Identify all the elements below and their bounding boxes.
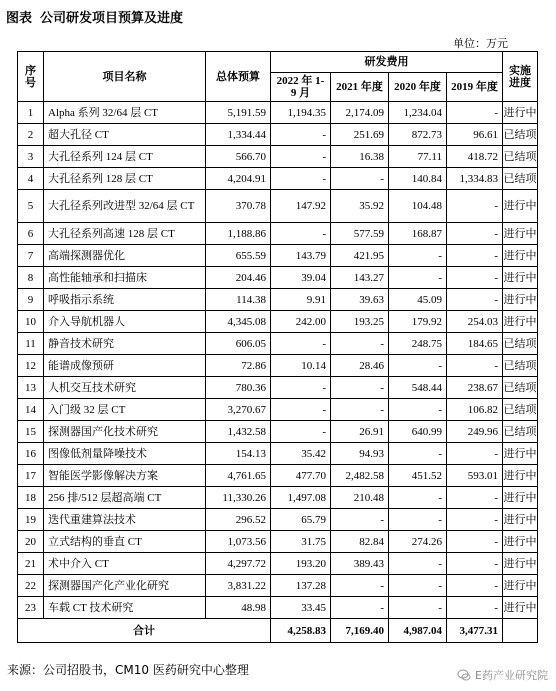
row-no: 5 [18, 190, 44, 223]
table-row [18, 311, 538, 333]
row-budget: 4,345.08 [206, 311, 271, 333]
row-no: 15 [18, 421, 44, 443]
row-2022: 1,194.35 [271, 102, 331, 124]
row-name: 大孔径系列 128 层 CT [44, 168, 206, 190]
row-no: 3 [18, 146, 44, 168]
header-year-2021: 2021 年度 [331, 73, 389, 102]
row-status: 进行中 [503, 509, 538, 531]
row-2020: - [389, 245, 447, 267]
table-row [18, 245, 538, 267]
row-2022: 31.75 [271, 531, 331, 553]
row-2019: 254.03 [447, 311, 503, 333]
row-2019: - [447, 245, 503, 267]
row-2020: 1,234.04 [389, 102, 447, 124]
row-name: 介入导航机器人 [44, 311, 206, 333]
row-2019: - [447, 102, 503, 124]
row-name: 256 排/512 层超高端 CT [44, 487, 206, 509]
row-2021: - [331, 575, 389, 597]
row-no: 23 [18, 597, 44, 619]
row-2020: 548.44 [389, 377, 447, 399]
header-name: 项目名称 [44, 52, 206, 102]
table-row [18, 575, 538, 597]
table-row [18, 465, 538, 487]
row-status: 已结项 [503, 168, 538, 190]
row-no: 9 [18, 289, 44, 311]
row-2019: - [447, 443, 503, 465]
row-2022: - [271, 399, 331, 421]
row-2021: 26.91 [331, 421, 389, 443]
row-2019: 96.61 [447, 124, 503, 146]
row-budget: 780.36 [206, 377, 271, 399]
total-status [503, 619, 538, 643]
row-2022: 39.04 [271, 267, 331, 289]
row-status: 进行中 [503, 531, 538, 553]
row-2022: - [271, 421, 331, 443]
row-2022: 477.70 [271, 465, 331, 487]
table-row [18, 168, 538, 190]
row-no: 1 [18, 102, 44, 124]
row-2021: 28.46 [331, 355, 389, 377]
row-budget: 655.59 [206, 245, 271, 267]
header-no: 序号 [18, 52, 44, 102]
table-body [18, 102, 538, 619]
row-budget: 4,297.72 [206, 553, 271, 575]
row-2021: 94.93 [331, 443, 389, 465]
row-2022: 65.79 [271, 509, 331, 531]
row-name: 静音技术研究 [44, 333, 206, 355]
table-row [18, 509, 538, 531]
rd-budget-table [17, 51, 538, 643]
row-status: 已结项 [503, 124, 538, 146]
row-budget: 1,073.56 [206, 531, 271, 553]
row-2022: 242.00 [271, 311, 331, 333]
header-status: 实施进度 [503, 52, 538, 102]
row-2019: - [447, 575, 503, 597]
row-status: 进行中 [503, 289, 538, 311]
row-2022: 35.42 [271, 443, 331, 465]
row-2022: 33.45 [271, 597, 331, 619]
row-status: 已结项 [503, 146, 538, 168]
row-2020: 640.99 [389, 421, 447, 443]
total-2019: 3,477.31 [447, 619, 503, 643]
total-label: 合计 [18, 619, 271, 643]
row-budget: 3,270.67 [206, 399, 271, 421]
row-name: 高性能轴承和扫描床 [44, 267, 206, 289]
row-2021: 193.25 [331, 311, 389, 333]
row-2019: - [447, 531, 503, 553]
row-budget: 606.05 [206, 333, 271, 355]
figure-label: 图表 [6, 11, 33, 26]
row-2020: - [389, 575, 447, 597]
row-2020: 140.84 [389, 168, 447, 190]
row-budget: 566.70 [206, 146, 271, 168]
row-budget: 72.86 [206, 355, 271, 377]
row-2021: 389.43 [331, 553, 389, 575]
row-no: 18 [18, 487, 44, 509]
row-budget: 1,334.44 [206, 124, 271, 146]
row-2021: 577.59 [331, 223, 389, 245]
row-status: 已结项 [503, 399, 538, 421]
row-2019: - [447, 597, 503, 619]
row-2021: - [331, 399, 389, 421]
row-no: 17 [18, 465, 44, 487]
row-2022: - [271, 333, 331, 355]
row-name: 术中介入 CT [44, 553, 206, 575]
row-2019: - [447, 190, 503, 223]
row-2019: 238.67 [447, 377, 503, 399]
header-row-1 [18, 52, 538, 73]
unit-note: 单位：万元 [453, 37, 508, 50]
row-2021: - [331, 377, 389, 399]
row-status: 已结项 [503, 355, 538, 377]
row-2021: 39.63 [331, 289, 389, 311]
row-status: 进行中 [503, 102, 538, 124]
table-row [18, 102, 538, 124]
row-2021: 251.69 [331, 124, 389, 146]
row-name: 智能医学影像解决方案 [44, 465, 206, 487]
row-2019: 593.01 [447, 465, 503, 487]
row-budget: 114.38 [206, 289, 271, 311]
watermark [457, 667, 548, 683]
row-status: 进行中 [503, 311, 538, 333]
row-status: 进行中 [503, 553, 538, 575]
row-name: 大孔径系列改进型 32/64 层 CT [44, 190, 206, 223]
row-name: 探测器国产化技术研究 [44, 421, 206, 443]
row-status: 进行中 [503, 597, 538, 619]
row-budget: 11,330.26 [206, 487, 271, 509]
row-2022: - [271, 168, 331, 190]
row-name: 人机交互技术研究 [44, 377, 206, 399]
row-2021: 210.48 [331, 487, 389, 509]
row-status: 进行中 [503, 465, 538, 487]
row-2020: - [389, 267, 447, 289]
row-2019: 106.82 [447, 399, 503, 421]
row-2022: 137.28 [271, 575, 331, 597]
row-2022: 10.14 [271, 355, 331, 377]
row-budget: 370.78 [206, 190, 271, 223]
row-2020: - [389, 487, 447, 509]
row-no: 16 [18, 443, 44, 465]
table-row [18, 399, 538, 421]
row-2020: 45.09 [389, 289, 447, 311]
row-no: 7 [18, 245, 44, 267]
row-no: 12 [18, 355, 44, 377]
header-year-2022: 2022 年 1-9 月 [271, 73, 331, 102]
row-no: 14 [18, 399, 44, 421]
total-2021: 7,169.40 [331, 619, 389, 643]
row-2019: 184.65 [447, 333, 503, 355]
row-2019: - [447, 553, 503, 575]
row-2022: - [271, 146, 331, 168]
table-row [18, 333, 538, 355]
table-row [18, 223, 538, 245]
total-2022: 4,258.83 [271, 619, 331, 643]
row-2020: - [389, 399, 447, 421]
table-row [18, 421, 538, 443]
row-budget: 4,204.91 [206, 168, 271, 190]
row-2020: - [389, 553, 447, 575]
row-2020: 451.52 [389, 465, 447, 487]
row-name: 大孔径系列 124 层 CT [44, 146, 206, 168]
row-2021: - [331, 597, 389, 619]
table-row [18, 355, 538, 377]
row-no: 21 [18, 553, 44, 575]
row-2021: - [331, 168, 389, 190]
row-no: 2 [18, 124, 44, 146]
row-status: 已结项 [503, 377, 538, 399]
row-no: 11 [18, 333, 44, 355]
row-status: 进行中 [503, 223, 538, 245]
row-2019: 1,334.83 [447, 168, 503, 190]
row-name: 能谱成像预研 [44, 355, 206, 377]
row-status: 进行中 [503, 443, 538, 465]
row-2020: 274.26 [389, 531, 447, 553]
row-no: 19 [18, 509, 44, 531]
figure-title [6, 7, 183, 26]
header-year-2020: 2020 年度 [389, 73, 447, 102]
row-budget: 154.13 [206, 443, 271, 465]
row-status: 进行中 [503, 575, 538, 597]
row-name: 超大孔径 CT [44, 124, 206, 146]
total-row [18, 619, 538, 643]
header-budget: 总体预算 [206, 52, 271, 102]
row-2019: 418.72 [447, 146, 503, 168]
row-budget: 1,432.58 [206, 421, 271, 443]
row-budget: 3,831.22 [206, 575, 271, 597]
row-no: 22 [18, 575, 44, 597]
row-2021: - [331, 333, 389, 355]
row-2020: - [389, 509, 447, 531]
row-2021: 2,174.09 [331, 102, 389, 124]
watermark-text: E药产业研究院 [475, 669, 548, 682]
table-row [18, 377, 538, 399]
row-2020: 168.87 [389, 223, 447, 245]
row-budget: 48.98 [206, 597, 271, 619]
row-name: 车载 CT 技术研究 [44, 597, 206, 619]
header-year-2019: 2019 年度 [447, 73, 503, 102]
table-row [18, 267, 538, 289]
row-2020: 248.75 [389, 333, 447, 355]
row-2021: 35.92 [331, 190, 389, 223]
row-2019: - [447, 267, 503, 289]
row-budget: 1,188.86 [206, 223, 271, 245]
table-row [18, 190, 538, 223]
row-budget: 4,761.65 [206, 465, 271, 487]
table-row [18, 531, 538, 553]
row-2021: 421.95 [331, 245, 389, 267]
row-2020: 179.92 [389, 311, 447, 333]
table-row [18, 487, 538, 509]
row-2021: 2,482.58 [331, 465, 389, 487]
row-2022: 1,497.08 [271, 487, 331, 509]
row-name: 大孔径系列高速 128 层 CT [44, 223, 206, 245]
row-2020: - [389, 355, 447, 377]
table-row [18, 289, 538, 311]
row-2021: 143.27 [331, 267, 389, 289]
row-2020: 872.73 [389, 124, 447, 146]
row-status: 进行中 [503, 245, 538, 267]
row-2019: - [447, 289, 503, 311]
row-name: 入门级 32 层 CT [44, 399, 206, 421]
row-2022: - [271, 377, 331, 399]
row-no: 20 [18, 531, 44, 553]
row-2022: 143.79 [271, 245, 331, 267]
row-name: 探测器国产化产业化研究 [44, 575, 206, 597]
row-status: 进行中 [503, 190, 538, 223]
row-budget: 296.52 [206, 509, 271, 531]
row-2019: - [447, 355, 503, 377]
row-2020: 104.48 [389, 190, 447, 223]
row-2022: 9.91 [271, 289, 331, 311]
row-2021: - [331, 509, 389, 531]
row-2020: 77.11 [389, 146, 447, 168]
row-name: 呼吸指示系统 [44, 289, 206, 311]
row-name: 高端探测器优化 [44, 245, 206, 267]
row-status: 已结项 [503, 333, 538, 355]
row-name: 立式结构的垂直 CT [44, 531, 206, 553]
row-no: 6 [18, 223, 44, 245]
row-no: 8 [18, 267, 44, 289]
row-status: 进行中 [503, 487, 538, 509]
row-budget: 5,191.59 [206, 102, 271, 124]
row-2020: - [389, 443, 447, 465]
source-note: 来源：公司招股书，CM10 医药研究中心整理 [7, 663, 249, 677]
wechat-icon [457, 668, 471, 682]
row-no: 13 [18, 377, 44, 399]
row-budget: 204.46 [206, 267, 271, 289]
row-2022: 147.92 [271, 190, 331, 223]
table-row [18, 146, 538, 168]
header-rd-cost: 研发费用 [271, 52, 503, 73]
row-no: 10 [18, 311, 44, 333]
row-2020: - [389, 597, 447, 619]
row-2021: 16.38 [331, 146, 389, 168]
row-2019: 249.96 [447, 421, 503, 443]
table-row [18, 597, 538, 619]
table-row [18, 443, 538, 465]
row-name: 迭代重建算法技术 [44, 509, 206, 531]
total-2020: 4,987.04 [389, 619, 447, 643]
row-2022: - [271, 223, 331, 245]
row-name: 图像低剂量降噪技术 [44, 443, 206, 465]
row-status: 进行中 [503, 267, 538, 289]
row-2022: - [271, 124, 331, 146]
row-2019: - [447, 509, 503, 531]
row-2019: - [447, 487, 503, 509]
row-2019: - [447, 223, 503, 245]
figure-title-text: 公司研发项目预算及进度 [40, 11, 184, 26]
table-row [18, 553, 538, 575]
row-status: 已结项 [503, 421, 538, 443]
row-no: 4 [18, 168, 44, 190]
row-2022: 193.20 [271, 553, 331, 575]
table-row [18, 124, 538, 146]
row-name: Alpha 系列 32/64 层 CT [44, 102, 206, 124]
row-2021: 82.84 [331, 531, 389, 553]
